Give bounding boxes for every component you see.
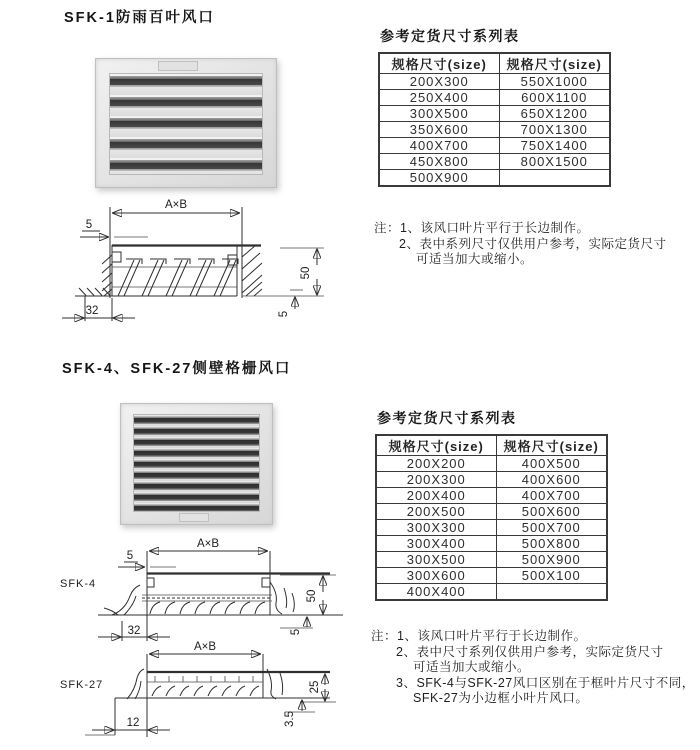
wall-break-right	[267, 669, 283, 699]
table-row	[379, 106, 610, 122]
size-table-block-2	[375, 408, 608, 601]
size-cell: 450X800	[379, 154, 499, 170]
notes-section2	[371, 629, 695, 707]
size-cell: 300X400	[376, 536, 496, 552]
size-cell: 300X600	[376, 568, 496, 584]
size-cell: 300X500	[379, 106, 499, 122]
size-cell: 550X1000	[499, 74, 610, 90]
size-cell	[496, 584, 607, 601]
dim-label-25: 25	[309, 680, 321, 694]
photo-label-tag	[179, 513, 209, 522]
grille-ticks	[155, 676, 253, 682]
table1-title: 参考定货尺寸系列表	[380, 28, 520, 44]
model-label-sfk27: SFK-27	[60, 679, 104, 691]
table-row	[379, 154, 610, 170]
size-cell: 750X1400	[499, 138, 610, 154]
size-cell: 250X400	[379, 90, 499, 106]
table2-title: 参考定货尺寸系列表	[377, 410, 517, 426]
size-cell: 650X1200	[499, 106, 610, 122]
dim-label-3-5: 3.5	[284, 711, 296, 727]
sfk1-product-photo	[95, 58, 277, 188]
table-row	[376, 488, 607, 504]
col-header: 规格尺寸(size)	[499, 53, 610, 74]
wall-break-left	[104, 585, 140, 615]
dim-label-50: 50	[306, 589, 318, 603]
table-row	[379, 138, 610, 154]
size-cell: 700X1300	[499, 122, 610, 138]
size-cell: 200X400	[376, 488, 496, 504]
dim-label-axb: A×B	[164, 199, 188, 211]
size-cell	[499, 170, 610, 187]
notes-section1	[374, 221, 666, 268]
table-row	[379, 122, 610, 138]
note-line: 注：1、该风口叶片平行于长边制作。	[374, 221, 590, 235]
table-row	[379, 74, 610, 90]
sfk4-dimension-drawing	[40, 538, 370, 650]
sfk27-dimension-drawing	[40, 641, 370, 750]
size-table-1	[378, 52, 611, 187]
grille-slats	[133, 414, 260, 512]
table-row	[376, 552, 607, 568]
size-cell: 400X600	[496, 472, 607, 488]
dim-label-12: 12	[126, 717, 140, 729]
table-row	[379, 170, 610, 187]
wall-break-left	[127, 669, 144, 699]
note-line: 可适当加大或缩小。	[416, 252, 534, 266]
table-row	[376, 536, 607, 552]
wall-hatch-right	[242, 245, 262, 296]
dim-label-axb: A×B	[196, 538, 220, 550]
table-row	[376, 472, 607, 488]
note-line: 2、表中系列尺寸仅供用户参考，实际定货尺寸	[399, 236, 667, 251]
header-row	[376, 435, 607, 456]
table1-body	[379, 74, 610, 187]
note-line: 注：1、该风口叶片平行于长边制作。	[371, 629, 587, 643]
col-header: 规格尺寸(size)	[376, 435, 496, 456]
size-cell: 500X100	[496, 568, 607, 584]
size-cell: 400X700	[379, 138, 499, 154]
size-cell: 400X400	[376, 584, 496, 601]
grille-blades	[150, 602, 265, 614]
size-cell: 300X300	[376, 520, 496, 536]
section2-title: SFK-4、SFK-27侧壁格栅风口	[62, 361, 292, 377]
table-row	[379, 90, 610, 106]
size-cell: 400X500	[496, 456, 607, 472]
dim-label-5-flange: 5	[278, 310, 290, 318]
wall-break-right	[270, 582, 294, 614]
table-row	[376, 504, 607, 520]
dim-label-5-flange: 5	[290, 628, 302, 636]
dim-label-32: 32	[127, 625, 141, 637]
dim-label-5-top: 5	[126, 550, 134, 562]
sfk1-dimension-drawing	[40, 197, 360, 339]
table-row	[376, 520, 607, 536]
col-header: 规格尺寸(size)	[379, 53, 499, 74]
size-cell: 500X800	[496, 536, 607, 552]
sfk4-product-photo	[120, 403, 273, 525]
size-cell: 350X600	[379, 122, 499, 138]
dim-label-axb: A×B	[193, 641, 217, 653]
note-line: SFK-27为小边框小叶片风口。	[413, 691, 589, 705]
dim-label-50: 50	[300, 266, 312, 280]
size-cell: 200X500	[376, 504, 496, 520]
size-cell: 400X700	[496, 488, 607, 504]
note-line: 可适当加大或缩小。	[413, 660, 531, 674]
photo-label-tag	[158, 61, 198, 71]
note-line: 2、表中尺寸系列仅供用户参考，实际定货尺寸	[396, 644, 664, 659]
size-table-2	[375, 434, 608, 601]
header-row	[379, 53, 610, 74]
dim-label-5-top: 5	[85, 219, 93, 231]
size-table-block-1	[378, 26, 611, 187]
size-cell: 200X300	[376, 472, 496, 488]
wall-hatch-left	[79, 255, 112, 296]
table-row	[376, 568, 607, 584]
size-cell: 200X300	[379, 74, 499, 90]
table2-body	[376, 456, 607, 601]
louver-blades	[118, 259, 238, 296]
size-cell: 600X1100	[499, 90, 610, 106]
louver-slats	[109, 73, 263, 175]
model-label-sfk4: SFK-4	[60, 578, 97, 590]
size-cell: 800X1500	[499, 154, 610, 170]
table-row	[376, 456, 607, 472]
col-header: 规格尺寸(size)	[496, 435, 607, 456]
note-line: 3、SFK-4与SFK-27风口区别在于框叶片尺寸不同，	[396, 675, 695, 690]
size-cell: 500X600	[496, 504, 607, 520]
section1-title: SFK-1防雨百叶风口	[64, 10, 215, 26]
size-cell: 200X200	[376, 456, 496, 472]
size-cell: 500X700	[496, 520, 607, 536]
size-cell: 300X500	[376, 552, 496, 568]
dim-label-32: 32	[85, 305, 99, 317]
size-cell: 500X900	[496, 552, 607, 568]
table-row	[376, 584, 607, 601]
grille-blades	[152, 686, 259, 696]
size-cell: 500X900	[379, 170, 499, 187]
